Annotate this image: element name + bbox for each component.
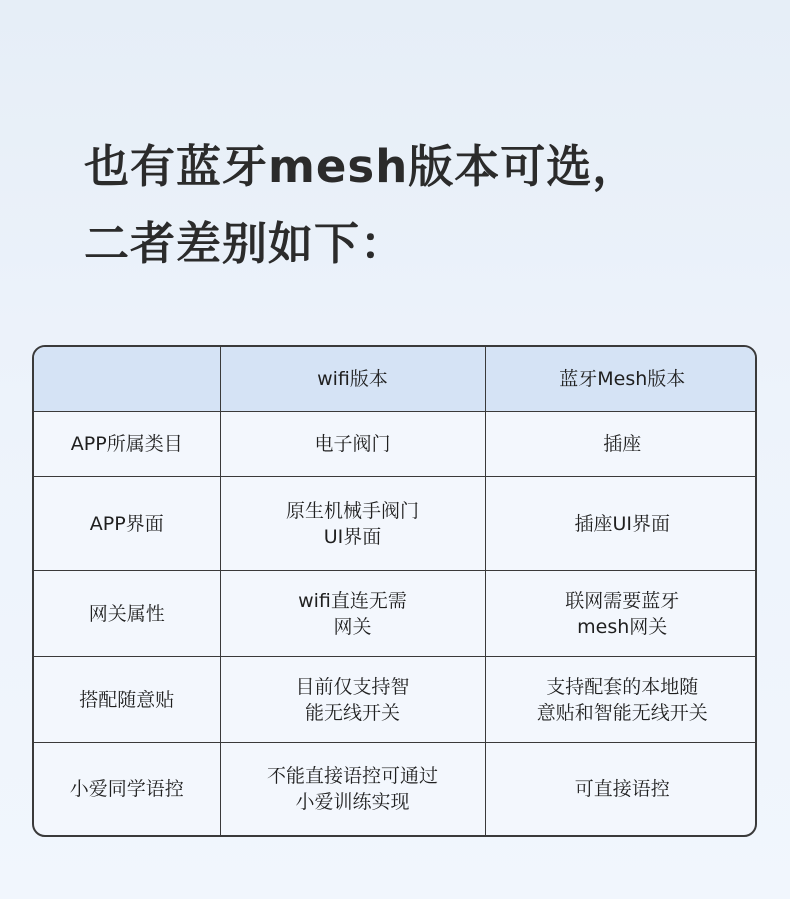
row-label: APP所属类目 <box>34 412 220 477</box>
header-cell-empty <box>34 347 220 412</box>
mesh-cell <box>485 571 757 657</box>
cell-text: 网关 <box>333 615 372 638</box>
table-row <box>34 657 757 743</box>
mesh-cell <box>485 657 757 743</box>
cell-text: 不能直接语控可通过 <box>266 765 438 787</box>
header-cell-mesh: 蓝牙Mesh版本 <box>485 347 757 412</box>
cell-text: 插座UI界面 <box>574 512 670 535</box>
cell-text: mesh网关 <box>577 615 668 638</box>
cell-text: 意贴和智能无线开关 <box>536 701 708 724</box>
cell-text: 插座 <box>603 433 642 455</box>
mesh-cell <box>485 743 757 836</box>
mesh-cell <box>485 412 757 477</box>
table-header-row <box>34 347 757 412</box>
cell-text: 小爱训练实现 <box>295 791 410 813</box>
row-label: 搭配随意贴 <box>34 657 220 743</box>
table-row <box>34 412 757 477</box>
table-row <box>34 743 757 836</box>
cell-text: 电子阀门 <box>314 433 391 455</box>
row-label: APP界面 <box>34 477 220 571</box>
comparison-table <box>32 345 757 837</box>
wifi-cell <box>220 477 485 571</box>
row-label: 小爱同学语控 <box>34 743 220 836</box>
cell-text: 支持配套的本地随 <box>546 675 699 698</box>
table-row <box>34 571 757 657</box>
heading-line-2: 二者差别如下： <box>84 217 407 270</box>
wifi-cell <box>220 743 485 836</box>
wifi-cell <box>220 657 485 743</box>
cell-text: 可直接语控 <box>574 778 670 800</box>
cell-text: 联网需要蓝牙 <box>565 589 680 612</box>
wifi-cell <box>220 571 485 657</box>
cell-text: 目前仅支持智 <box>295 675 410 698</box>
cell-text: 原生机械手阀门 <box>285 499 419 522</box>
page-heading <box>84 128 638 282</box>
table-row <box>34 477 757 571</box>
wifi-cell <box>220 412 485 477</box>
cell-text: UI界面 <box>323 525 382 548</box>
cell-text: wifi直连无需 <box>298 589 407 612</box>
cell-text: 能无线开关 <box>304 701 400 724</box>
mesh-cell <box>485 477 757 571</box>
heading-line-1: 也有蓝牙mesh版本可选， <box>84 140 639 193</box>
row-label: 网关属性 <box>34 571 220 657</box>
header-cell-wifi: wifi版本 <box>220 347 485 412</box>
